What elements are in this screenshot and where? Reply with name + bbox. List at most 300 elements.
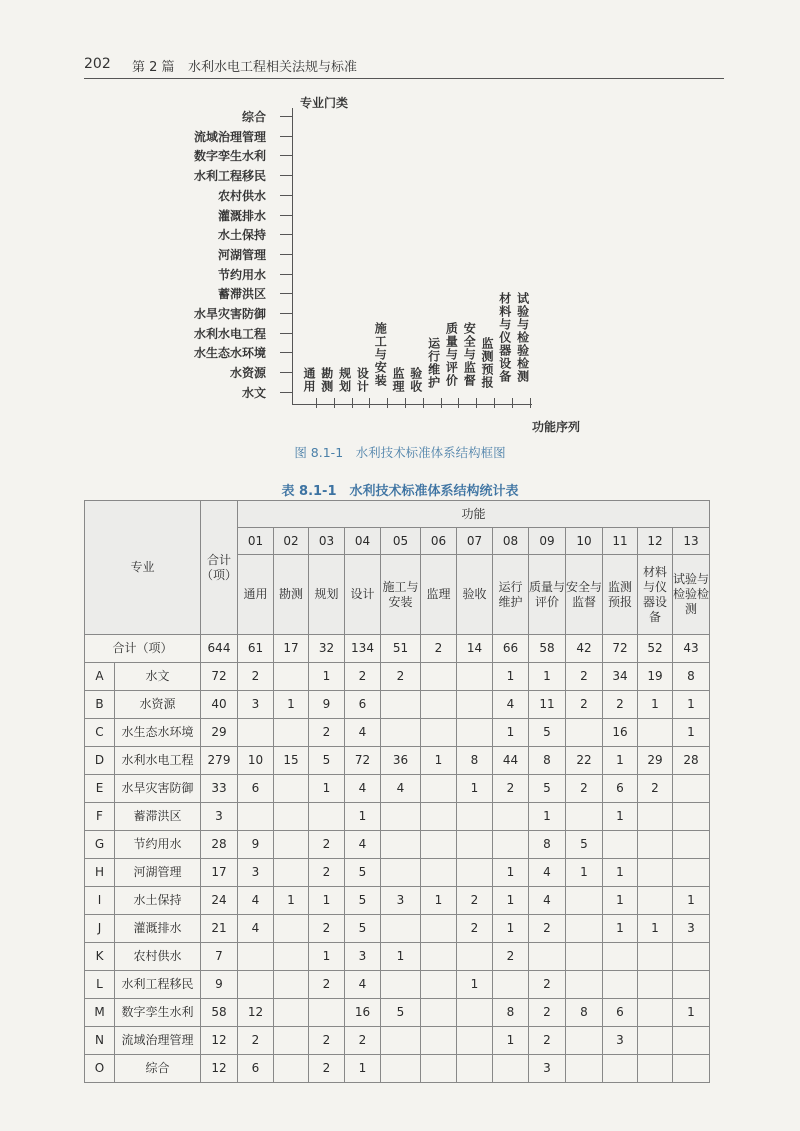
x-tick xyxy=(405,398,406,408)
table-cell xyxy=(529,943,566,971)
row-total: 33 xyxy=(201,775,238,803)
table-row xyxy=(85,1055,710,1083)
table-cell xyxy=(238,971,274,999)
table-cell xyxy=(673,943,710,971)
table-cell: 1 xyxy=(345,1055,381,1083)
table-cell: 4 xyxy=(381,775,421,803)
table-cell: 1 xyxy=(309,943,345,971)
row-code: H xyxy=(85,859,115,887)
table-cell xyxy=(638,831,673,859)
statistics-table xyxy=(84,500,710,1083)
table-cell: 2 xyxy=(566,663,603,691)
table-cell xyxy=(457,663,493,691)
table-cell: 8 xyxy=(529,747,566,775)
table-row xyxy=(85,803,710,831)
table-cell xyxy=(638,1055,673,1083)
table-cell: 1 xyxy=(274,887,309,915)
row-total: 29 xyxy=(201,719,238,747)
running-title: 水利水电工程相关法规与标准 xyxy=(188,60,358,75)
function-code: 01 xyxy=(238,528,274,555)
diagram-function: 验收 xyxy=(408,367,423,393)
row-total: 12 xyxy=(201,1055,238,1083)
table-cell: 6 xyxy=(603,999,638,1027)
function-name: 安全与监督 xyxy=(566,555,603,635)
x-tick xyxy=(458,398,459,408)
diagram-function: 规划 xyxy=(337,367,352,393)
table-cell: 1 xyxy=(493,1027,529,1055)
table-cell xyxy=(566,1027,603,1055)
table-row xyxy=(85,691,710,719)
table-cell: 2 xyxy=(345,663,381,691)
table-cell xyxy=(274,831,309,859)
table-cell: 8 xyxy=(529,831,566,859)
sum-cell: 72 xyxy=(603,635,638,663)
table-cell xyxy=(421,775,457,803)
row-name: 水资源 xyxy=(115,691,201,719)
table-cell: 1 xyxy=(493,859,529,887)
function-name: 材料与仪器设备 xyxy=(638,555,673,635)
function-code: 09 xyxy=(529,528,566,555)
y-tick xyxy=(280,352,292,353)
table-cell: 4 xyxy=(529,887,566,915)
table-cell: 1 xyxy=(493,719,529,747)
table-cell: 1 xyxy=(603,915,638,943)
y-axis-line xyxy=(292,108,293,404)
table-cell: 6 xyxy=(603,775,638,803)
table-cell: 1 xyxy=(274,691,309,719)
table-cell xyxy=(309,803,345,831)
table-cell: 28 xyxy=(673,747,710,775)
row-total: 279 xyxy=(201,747,238,775)
table-row xyxy=(85,719,710,747)
table-cell: 1 xyxy=(638,691,673,719)
table-cell: 3 xyxy=(345,943,381,971)
table-cell: 1 xyxy=(421,887,457,915)
row-name: 数字孪生水利 xyxy=(115,999,201,1027)
function-code: 13 xyxy=(673,528,710,555)
table-cell: 1 xyxy=(673,999,710,1027)
table-cell xyxy=(603,831,638,859)
row-code: M xyxy=(85,999,115,1027)
table-cell: 9 xyxy=(238,831,274,859)
diagram-function: 材料与仪器设备 xyxy=(497,292,512,383)
part-label: 第 2 篇 xyxy=(132,60,175,75)
table-cell xyxy=(274,663,309,691)
sum-cell: 2 xyxy=(421,635,457,663)
row-code: K xyxy=(85,943,115,971)
table-cell xyxy=(457,691,493,719)
table-cell: 5 xyxy=(566,831,603,859)
y-tick xyxy=(280,372,292,373)
table-cell xyxy=(638,943,673,971)
table-cell xyxy=(274,775,309,803)
diagram-category: 水生态水环境 xyxy=(193,346,266,361)
diagram-category: 灌溉排水 xyxy=(217,208,266,223)
table-cell: 8 xyxy=(566,999,603,1027)
table-cell: 34 xyxy=(603,663,638,691)
function-name: 监测预报 xyxy=(603,555,638,635)
table-cell: 1 xyxy=(345,803,381,831)
table-cell: 15 xyxy=(274,747,309,775)
table-cell: 1 xyxy=(493,915,529,943)
x-tick xyxy=(476,398,477,408)
function-name: 勘测 xyxy=(274,555,309,635)
row-total: 12 xyxy=(201,1027,238,1055)
table-cell: 2 xyxy=(529,971,566,999)
row-name: 灌溉排水 xyxy=(115,915,201,943)
table-cell xyxy=(421,803,457,831)
table-cell xyxy=(673,859,710,887)
row-name: 河湖管理 xyxy=(115,859,201,887)
table-cell: 1 xyxy=(566,859,603,887)
table-cell xyxy=(421,971,457,999)
table-cell xyxy=(673,1055,710,1083)
diagram-function: 施工与安装 xyxy=(373,322,388,387)
function-name: 试验与检验检测 xyxy=(673,555,710,635)
table-cell xyxy=(238,803,274,831)
table-cell xyxy=(457,719,493,747)
row-name: 农村供水 xyxy=(115,943,201,971)
table-cell xyxy=(457,831,493,859)
table-cell xyxy=(566,887,603,915)
table-cell: 4 xyxy=(529,859,566,887)
diagram-category: 节约用水 xyxy=(217,267,266,282)
y-tick xyxy=(280,392,292,393)
table-cell xyxy=(457,999,493,1027)
table-cell xyxy=(421,831,457,859)
table-cell xyxy=(566,971,603,999)
table-cell: 1 xyxy=(673,719,710,747)
x-tick xyxy=(441,398,442,408)
table-cell: 6 xyxy=(345,691,381,719)
table-cell: 5 xyxy=(381,999,421,1027)
figure-caption: 图 8.1-1 水利技术标准体系结构框图 xyxy=(294,445,506,460)
row-code: B xyxy=(85,691,115,719)
diagram-category: 河湖管理 xyxy=(217,247,266,262)
row-code: C xyxy=(85,719,115,747)
table-cell: 2 xyxy=(638,775,673,803)
table-cell xyxy=(421,915,457,943)
table-cell: 2 xyxy=(457,887,493,915)
row-total: 58 xyxy=(201,999,238,1027)
table-cell xyxy=(638,971,673,999)
table-cell: 1 xyxy=(457,775,493,803)
header-total: 合计（项） xyxy=(201,501,238,635)
table-cell: 5 xyxy=(345,887,381,915)
table-cell xyxy=(274,971,309,999)
table-row xyxy=(85,999,710,1027)
table-row xyxy=(85,887,710,915)
table-cell: 2 xyxy=(309,719,345,747)
row-name: 水土保持 xyxy=(115,887,201,915)
sum-cell: 66 xyxy=(493,635,529,663)
table-cell xyxy=(274,719,309,747)
table-cell: 1 xyxy=(493,887,529,915)
row-name: 节约用水 xyxy=(115,831,201,859)
table-cell: 2 xyxy=(238,663,274,691)
table-cell: 1 xyxy=(493,663,529,691)
page-number: 202 xyxy=(84,56,111,72)
function-code: 02 xyxy=(274,528,309,555)
function-code: 04 xyxy=(345,528,381,555)
y-tick xyxy=(280,175,292,176)
table-cell: 4 xyxy=(238,915,274,943)
row-total: 9 xyxy=(201,971,238,999)
table-cell: 2 xyxy=(529,915,566,943)
diagram-category: 水文 xyxy=(241,385,266,400)
table-cell xyxy=(274,1055,309,1083)
table-cell xyxy=(566,943,603,971)
table-cell: 2 xyxy=(238,1027,274,1055)
header-major: 专业 xyxy=(85,501,201,635)
function-name: 施工与安装 xyxy=(381,555,421,635)
x-tick xyxy=(352,398,353,408)
table-cell xyxy=(381,1055,421,1083)
table-row xyxy=(85,859,710,887)
row-total: 3 xyxy=(201,803,238,831)
table-cell xyxy=(381,859,421,887)
y-tick xyxy=(280,155,292,156)
table-row xyxy=(85,663,710,691)
table-cell xyxy=(638,999,673,1027)
table-cell: 4 xyxy=(238,887,274,915)
table-row xyxy=(85,1027,710,1055)
y-tick xyxy=(280,195,292,196)
table-cell: 8 xyxy=(457,747,493,775)
table-cell xyxy=(421,1027,457,1055)
y-tick xyxy=(280,274,292,275)
table-cell xyxy=(638,887,673,915)
structure-diagram xyxy=(0,0,800,470)
table-cell: 8 xyxy=(673,663,710,691)
table-cell: 1 xyxy=(673,691,710,719)
table-cell: 5 xyxy=(345,915,381,943)
table-cell: 22 xyxy=(566,747,603,775)
table-cell: 1 xyxy=(638,915,673,943)
row-name: 水利水电工程 xyxy=(115,747,201,775)
diagram-function: 运行维护 xyxy=(426,337,441,389)
row-code: L xyxy=(85,971,115,999)
table-cell xyxy=(673,971,710,999)
row-name: 综合 xyxy=(115,1055,201,1083)
table-cell xyxy=(381,971,421,999)
table-cell: 2 xyxy=(309,971,345,999)
table-cell xyxy=(566,1055,603,1083)
row-name: 水利工程移民 xyxy=(115,971,201,999)
sum-cell: 14 xyxy=(457,635,493,663)
table-cell xyxy=(274,915,309,943)
table-row xyxy=(85,915,710,943)
table-cell: 72 xyxy=(345,747,381,775)
diagram-function: 监测预报 xyxy=(480,337,494,389)
table-cell: 6 xyxy=(238,1055,274,1083)
table-cell: 4 xyxy=(345,719,381,747)
row-total: 17 xyxy=(201,859,238,887)
table-cell xyxy=(381,915,421,943)
table-cell xyxy=(457,1027,493,1055)
sum-cell: 51 xyxy=(381,635,421,663)
table-cell xyxy=(566,719,603,747)
table-row xyxy=(85,943,710,971)
table-row xyxy=(85,775,710,803)
table-cell xyxy=(421,691,457,719)
table-cell xyxy=(603,1055,638,1083)
sum-cell: 42 xyxy=(566,635,603,663)
table-cell: 12 xyxy=(238,999,274,1027)
sum-cell: 17 xyxy=(274,635,309,663)
table-cell xyxy=(421,719,457,747)
function-name: 监理 xyxy=(421,555,457,635)
table-cell xyxy=(493,803,529,831)
table-cell: 4 xyxy=(493,691,529,719)
y-axis-label: 专业门类 xyxy=(300,96,349,110)
sum-cell: 61 xyxy=(238,635,274,663)
y-tick xyxy=(280,333,292,334)
x-tick xyxy=(423,398,424,408)
table-cell: 2 xyxy=(309,1027,345,1055)
function-code: 10 xyxy=(566,528,603,555)
table-cell: 4 xyxy=(345,971,381,999)
table-cell xyxy=(421,943,457,971)
diagram-function: 通用 xyxy=(302,367,316,393)
diagram-category: 水旱灾害防御 xyxy=(193,307,266,321)
table-cell: 2 xyxy=(566,775,603,803)
table-cell: 1 xyxy=(309,663,345,691)
table-cell xyxy=(421,859,457,887)
table-cell xyxy=(457,859,493,887)
row-code: N xyxy=(85,1027,115,1055)
table-cell: 1 xyxy=(603,803,638,831)
function-name: 设计 xyxy=(345,555,381,635)
table-cell: 3 xyxy=(238,691,274,719)
table-cell: 5 xyxy=(529,719,566,747)
table-cell xyxy=(238,719,274,747)
table-cell xyxy=(274,859,309,887)
table-cell xyxy=(421,999,457,1027)
sum-cell: 58 xyxy=(529,635,566,663)
table-cell xyxy=(274,1027,309,1055)
table-cell: 44 xyxy=(493,747,529,775)
table-cell: 1 xyxy=(603,747,638,775)
table-cell: 2 xyxy=(493,775,529,803)
row-name: 流域治理管理 xyxy=(115,1027,201,1055)
sum-cell: 134 xyxy=(345,635,381,663)
table-cell: 2 xyxy=(529,1027,566,1055)
table-cell xyxy=(673,1027,710,1055)
table-cell xyxy=(493,831,529,859)
diagram-function: 试验与检验检测 xyxy=(515,292,530,383)
table-cell xyxy=(421,663,457,691)
table-cell: 2 xyxy=(345,1027,381,1055)
table-cell xyxy=(381,719,421,747)
function-code: 11 xyxy=(603,528,638,555)
function-name: 质量与评价 xyxy=(529,555,566,635)
table-row xyxy=(85,831,710,859)
table-cell: 5 xyxy=(529,775,566,803)
y-tick xyxy=(280,234,292,235)
row-code: J xyxy=(85,915,115,943)
table-cell: 6 xyxy=(238,775,274,803)
table-cell: 3 xyxy=(603,1027,638,1055)
sum-cell: 52 xyxy=(638,635,673,663)
row-total: 7 xyxy=(201,943,238,971)
table-cell xyxy=(493,1055,529,1083)
row-name: 蓄滞洪区 xyxy=(115,803,201,831)
diagram-category: 水利水电工程 xyxy=(193,326,266,341)
diagram-category: 农村供水 xyxy=(217,188,266,203)
table-cell: 1 xyxy=(457,971,493,999)
table-cell: 29 xyxy=(638,747,673,775)
row-total: 21 xyxy=(201,915,238,943)
table-cell: 1 xyxy=(381,943,421,971)
y-tick xyxy=(280,254,292,255)
table-cell: 9 xyxy=(309,691,345,719)
table-cell xyxy=(457,1055,493,1083)
row-total: 40 xyxy=(201,691,238,719)
row-code: G xyxy=(85,831,115,859)
table-cell xyxy=(638,803,673,831)
table-cell: 8 xyxy=(493,999,529,1027)
function-code: 03 xyxy=(309,528,345,555)
table-cell: 1 xyxy=(673,887,710,915)
table-cell xyxy=(238,943,274,971)
row-total: 24 xyxy=(201,887,238,915)
table-cell: 2 xyxy=(457,915,493,943)
sum-cell: 32 xyxy=(309,635,345,663)
table-row xyxy=(85,747,710,775)
diagram-category: 综合 xyxy=(241,110,266,124)
table-cell: 11 xyxy=(529,691,566,719)
table-cell xyxy=(457,943,493,971)
row-name: 水旱灾害防御 xyxy=(115,775,201,803)
table-cell xyxy=(457,803,493,831)
diagram-function: 安全与监督 xyxy=(462,322,477,387)
y-tick xyxy=(280,313,292,314)
function-name: 规划 xyxy=(309,555,345,635)
table-cell xyxy=(381,1027,421,1055)
diagram-category: 数字孪生水利 xyxy=(193,149,266,164)
y-tick xyxy=(280,136,292,137)
table-cell: 5 xyxy=(309,747,345,775)
table-caption: 表 8.1-1 水利技术标准体系结构统计表 xyxy=(281,484,519,499)
table-cell xyxy=(566,803,603,831)
diagram-function: 设计 xyxy=(355,367,370,393)
x-tick xyxy=(530,398,531,408)
row-name: 水文 xyxy=(115,663,201,691)
table-cell: 1 xyxy=(529,663,566,691)
function-code: 05 xyxy=(381,528,421,555)
header-function: 功能 xyxy=(238,501,710,528)
table-cell xyxy=(566,915,603,943)
row-code: I xyxy=(85,887,115,915)
y-tick xyxy=(280,116,292,117)
row-total: 72 xyxy=(201,663,238,691)
function-code: 08 xyxy=(493,528,529,555)
table-cell: 1 xyxy=(421,747,457,775)
sum-cell: 43 xyxy=(673,635,710,663)
sum-label: 合计（项） xyxy=(85,635,201,663)
diagram-category: 水土保持 xyxy=(217,228,266,243)
table-cell xyxy=(638,1027,673,1055)
x-tick xyxy=(387,398,388,408)
table-cell: 1 xyxy=(603,887,638,915)
row-name: 水生态水环境 xyxy=(115,719,201,747)
diagram-function: 勘测 xyxy=(319,367,334,393)
table-cell: 3 xyxy=(381,887,421,915)
table-cell: 3 xyxy=(529,1055,566,1083)
row-code: A xyxy=(85,663,115,691)
table-cell xyxy=(274,803,309,831)
